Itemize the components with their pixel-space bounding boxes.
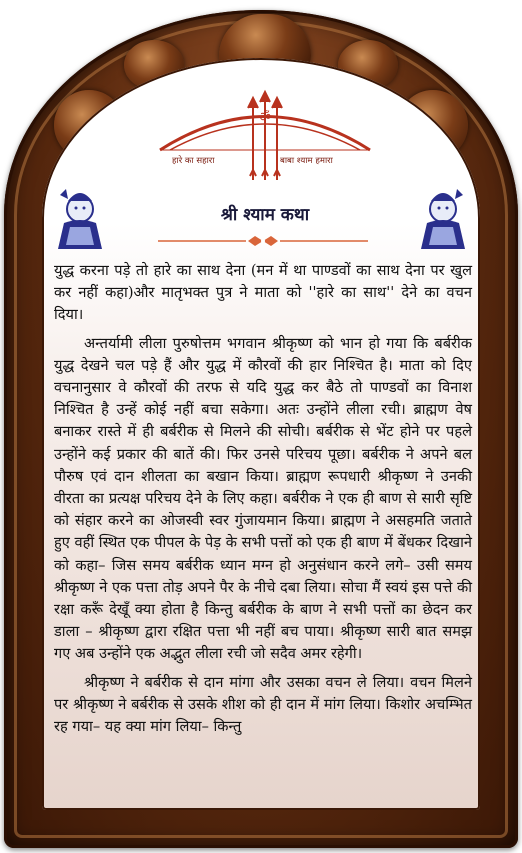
krishna-left-icon	[50, 187, 110, 253]
bow-and-arrows-icon	[150, 88, 380, 183]
om-symbol: ॐ	[259, 110, 271, 125]
paragraph-2: अन्तर्यामी लीला पुरुषोत्तम भगवान श्रीकृष्ण को भान हो गया कि बर्बरीक युद्ध देखने चल पड़े हैं और युद्ध में कौरवों की हार निश्चित है। माता को दिए वचनानुसार वे कौरवों की तरफ से यदि युद्ध कर बैठे तो पाण्डवों का विनाश निश्चित है उन्हें कोई नहीं बचा सकेगा। अतः उन्होंने लीला रची। ब्राह्मण वेष बनाकर रास्ते में ही बर्बरीक से मिलने की सोची। बर्बरीक से भेंट होने पर पहले उन्होंने कई प्रकार की बातें की। फिर उनसे परिचय पूछा। बर्बरीक ने अपने बल पौरुष एवं दान शीलता का बखान किया। ब्राह्मण रूपधारी श्रीकृष्ण ने उनकी वीरता का प्रत्यक्ष परिचय देने के लिए कहा। बर्बरीक ने एक ही बाण से सारी सृष्टि को संहार करने का ओजस्वी स्वर गुंजायमान किया। ब्राह्मण ने असहमति जताते हुए वहीं स्थित एक पीपल के पेड़ के सभी पत्तों को एक ही बाण में बेंधकर दिखाने को कहा– जिस समय बर्बरीक ध्यान मग्न हो अनुसंधान करने लगे– उसी समय श्रीकृष्ण ने एक पत्ता तोड़ अपने पैर के नीचे दबा लिया। सोचा मैं स्वयं इस पत्ते की रक्षा करूँ देखूँ क्या होता है किन्तु बर्बरीक के बाण ने सभी पत्तों का छेदन कर डाला – श्रीकृष्ण द्वारा रक्षित पत्ता भी नहीं बच पाया। श्रीकृष्ण सारी बात समझ गए अब उन्होंने एक अद्भुत लीला रची जो सदैव अमर रहेगी।	[54, 334, 472, 663]
krishna-right-icon	[413, 187, 473, 253]
ornamental-divider	[158, 232, 368, 244]
emblem-left-caption: हारे का सहारा	[172, 156, 215, 166]
paragraph-1: युद्ध करना पड़े तो हारे का साथ देना (मन में था पाण्डवों का साथ देना पर खुल कर नहीं कहा)और मातृभक्त पुत्र ने माता को ''हारे का साथ'' देने का वचन दिया।	[54, 262, 472, 324]
paragraph-3: श्रीकृष्ण ने बर्बरीक से दान मांगा और उसका वचन ले लिया। वचन मिलने पर श्रीकृष्ण ने बर्बरीक से उसके शीश को ही दान में मांग लिया। किशोर अचम्भित रह गया– यह क्या मांग लिया– किन्तु	[54, 673, 472, 736]
bow-arrows-emblem	[150, 88, 380, 183]
story-text	[54, 260, 472, 744]
emblem-right-caption: बाबा श्याम हमारा	[280, 156, 333, 166]
page-title: श्री श्याम कथा	[220, 205, 310, 225]
